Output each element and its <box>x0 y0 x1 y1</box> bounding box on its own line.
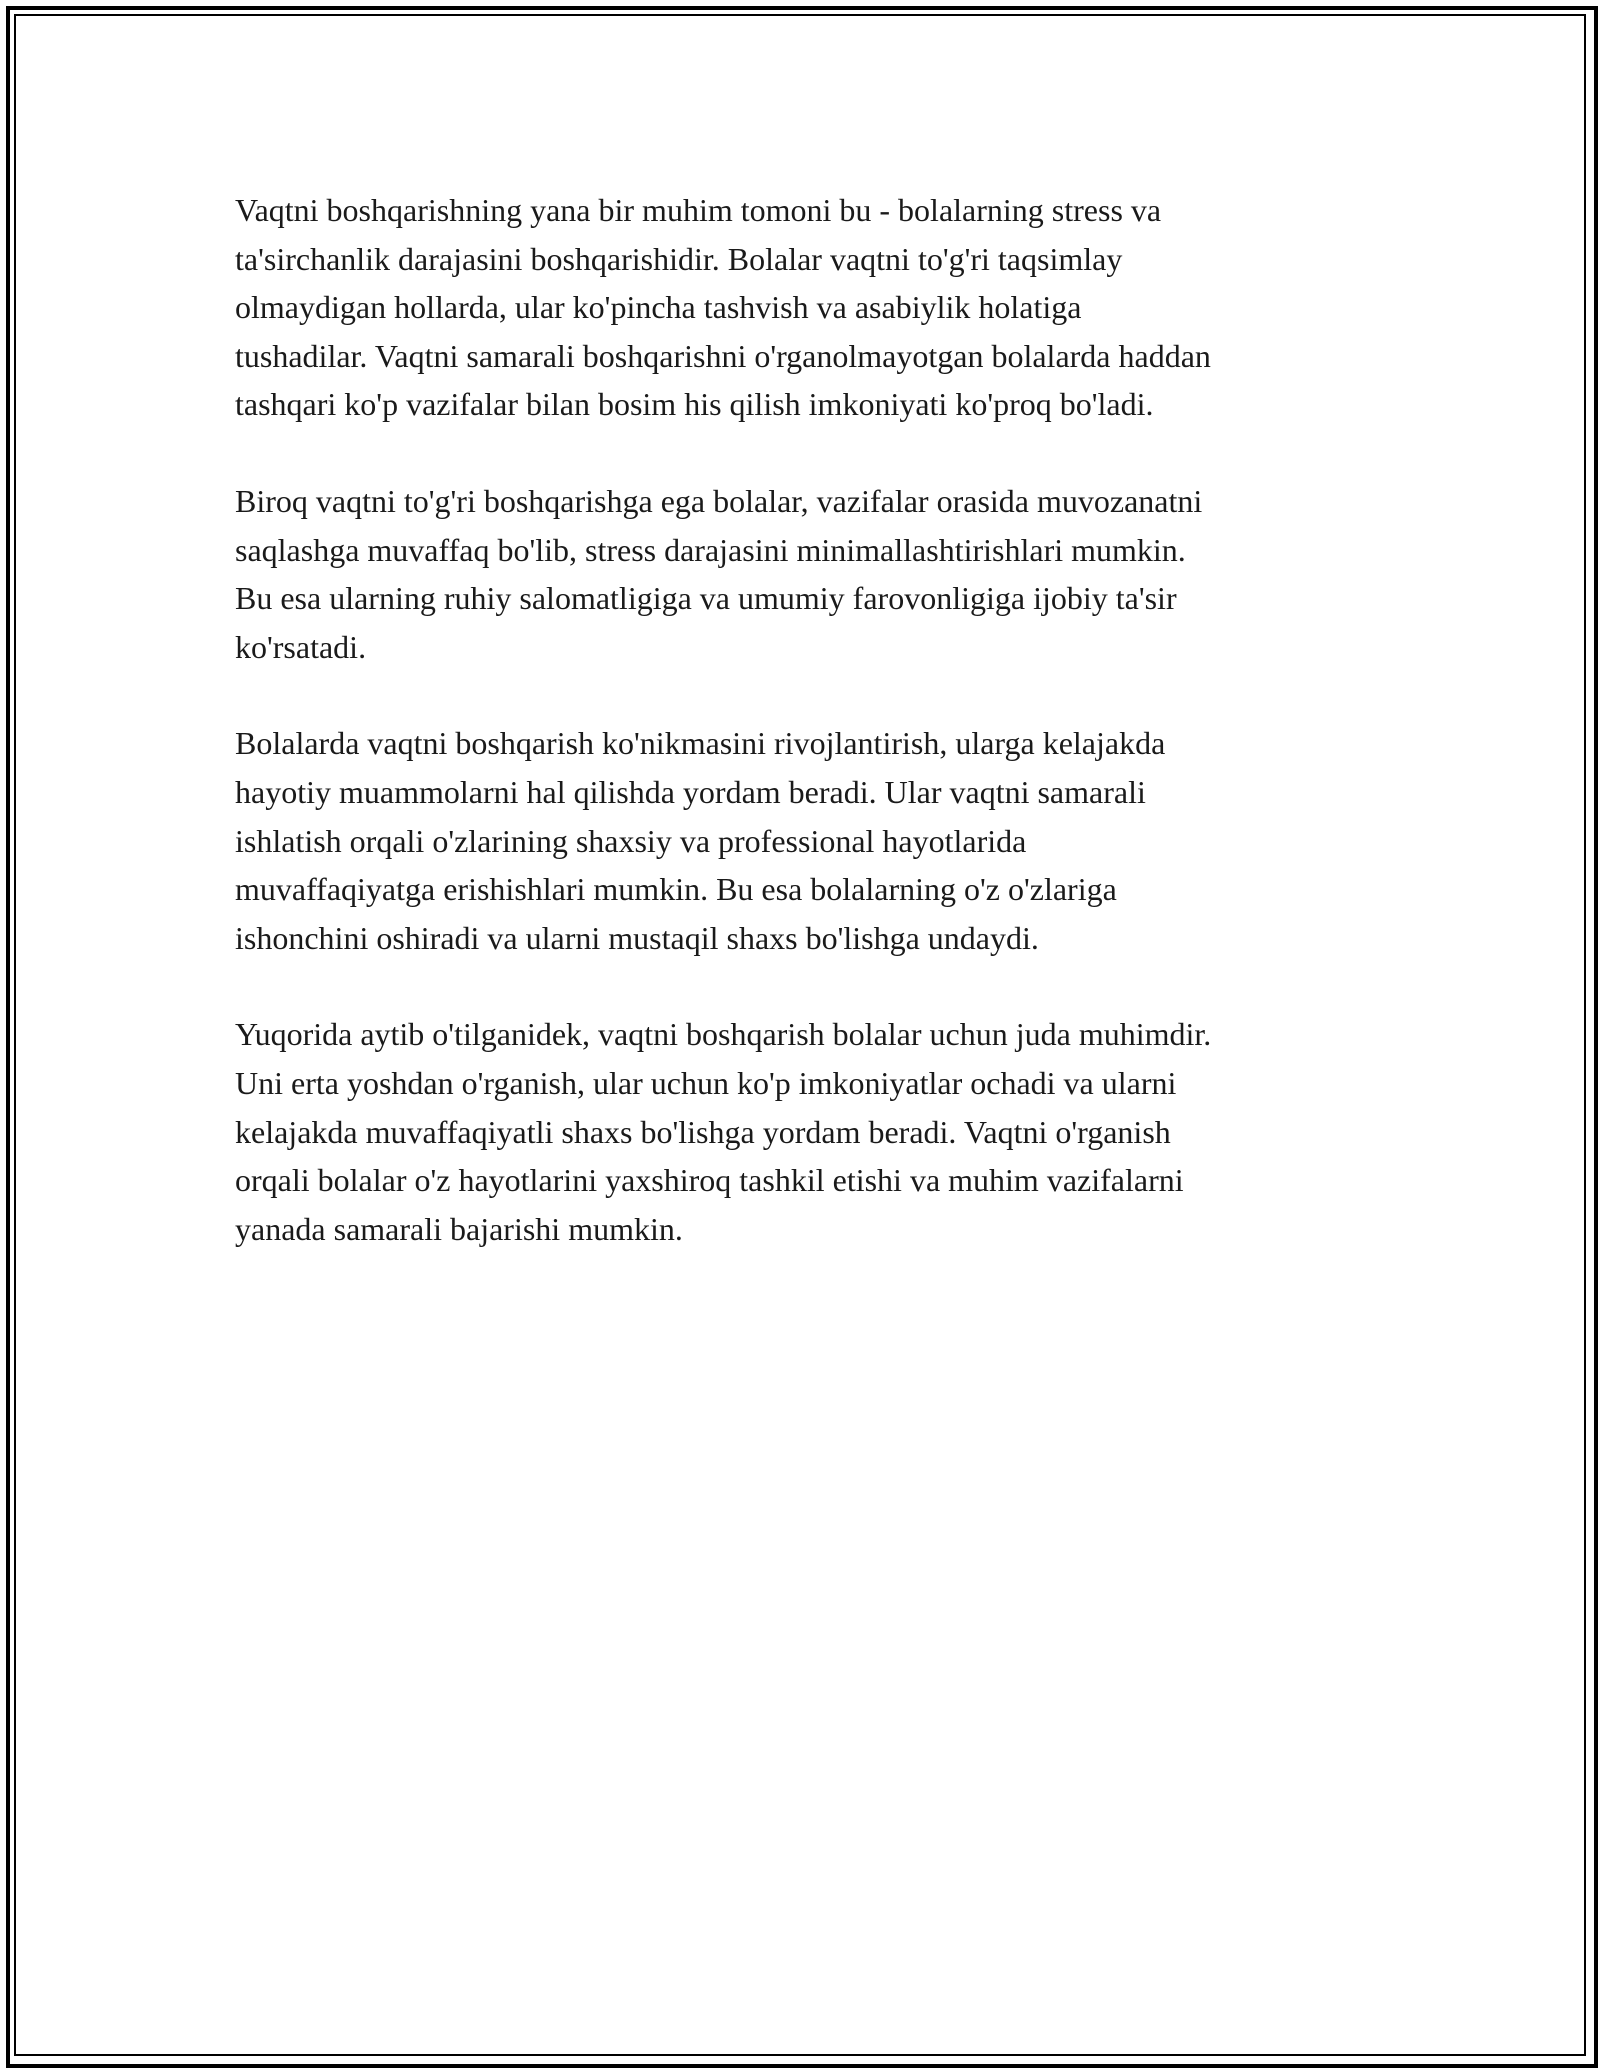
text-line: muvaffaqiyatga erishishlari mumkin. Bu esa bolalarning o'z o'zlariga <box>235 871 1117 908</box>
text-line: ishlatish orqali o'zlarining shaxsiy va professional hayotlarida <box>235 822 1027 859</box>
text-line: Bolalarda vaqtni boshqarish ko'nikmasini rivojlantirish, ularga kelajakda <box>235 725 1166 762</box>
text-line: Vaqtni boshqarishning yana bir muhim tomoni bu - bolalarning stress va <box>235 192 1162 228</box>
paragraph-1 <box>235 186 1375 429</box>
text-line: Bu esa ularning ruhiy salomatligiga va umumiy farovonligiga ijobiy ta'sir <box>235 580 1177 617</box>
text-line: kelajakda muvaffaqiyatli shaxs bo'lishga yordam beradi. Vaqtni o'rganish <box>235 1113 1171 1150</box>
text-line: ta'sirchanlik darajasini boshqarishidir. Bolalar vaqtni to'g'ri taqsimlay <box>235 240 1123 277</box>
paragraph-2 <box>235 477 1375 671</box>
paragraph-4 <box>235 1010 1375 1253</box>
text-line: hayotiy muammolarni hal qilishda yordam beradi. Ular vaqtni samarali <box>235 773 1146 810</box>
text-line: Uni erta yoshdan o'rganish, ular uchun ko'p imkoniyatlar ochadi va ularni <box>235 1064 1177 1101</box>
text-line: saqlashga muvaffaq bo'lib, stress darajasini minimallashtirishlari mumkin. <box>235 531 1186 568</box>
text-line: tashqari ko'p vazifalar bilan bosim his qilish imkoniyati ko'proq bo'ladi. <box>235 386 1154 423</box>
document-body <box>235 186 1375 1301</box>
text-line: ishonchini oshiradi va ularni mustaqil shaxs bo'lishga undaydi. <box>235 919 1039 956</box>
text-line: ko'rsatadi. <box>235 628 367 665</box>
text-line: Yuqorida aytib o'tilganidek, vaqtni boshqarish bolalar uchun juda muhimdir. <box>235 1016 1212 1053</box>
text-line: yanada samarali bajarishi mumkin. <box>235 1210 683 1247</box>
text-line: olmaydigan hollarda, ular ko'pincha tashvish va asabiylik holatiga <box>235 289 1082 326</box>
text-line: tushadilar. Vaqtni samarali boshqarishni o'rganolmayotgan bolalarda haddan <box>235 337 1211 374</box>
text-line: Biroq vaqtni to'g'ri boshqarishga ega bolalar, vazifalar orasida muvozanatni <box>235 482 1203 519</box>
text-line: orqali bolalar o'z hayotlarini yaxshiroq tashkil etishi va muhim vazifalarni <box>235 1162 1184 1199</box>
paragraph-3 <box>235 719 1375 962</box>
